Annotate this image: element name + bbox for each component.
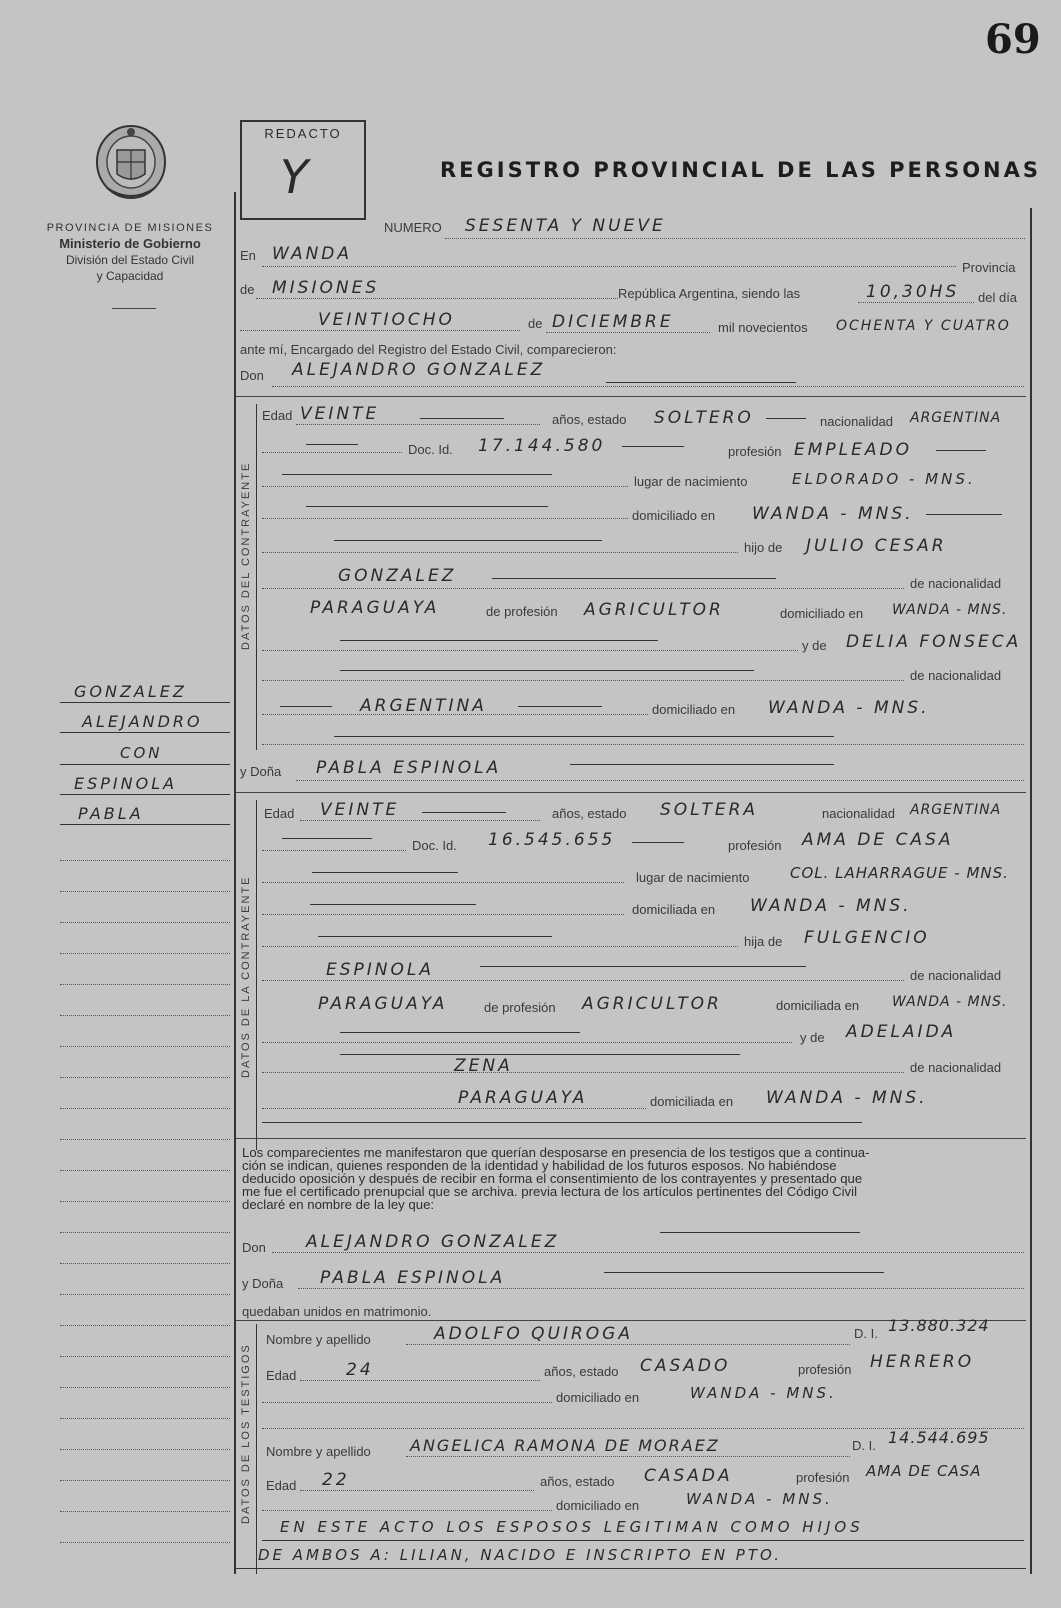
c-estado-value: SOLTERO	[654, 408, 754, 428]
margin-apellido-2: ESPINOLA	[74, 774, 178, 793]
declaration-paragraph	[242, 1146, 1022, 1211]
f-madre-nac: PARAGUAYA	[458, 1088, 588, 1108]
c-doc-label: Doc. Id.	[408, 442, 453, 457]
header-divider	[112, 308, 156, 309]
f-padre-apellido: ESPINOLA	[326, 960, 434, 980]
contrayenta-side-label: DATOS DE LA CONTRAYENTE	[240, 875, 252, 1078]
margin-ruled-line	[60, 922, 230, 923]
t1-edad-label: Edad	[266, 1368, 297, 1383]
provincia-label: Provincia	[962, 260, 1016, 275]
en-value: WANDA	[272, 244, 353, 264]
c-padre-dom-label: domiciliado en	[780, 606, 864, 621]
c-de-prof-label: de profesión	[486, 604, 558, 619]
redacto-initial: Y	[280, 150, 309, 204]
t1-di-value: 13.880.324	[888, 1316, 990, 1335]
main-left-rule	[234, 192, 236, 1574]
c-dom-value: WANDA - MNS.	[752, 504, 914, 524]
margin-ruled-line	[60, 1201, 230, 1202]
f-lugar-label: lugar de nacimiento	[636, 870, 750, 885]
margin-ruled-line	[60, 1511, 230, 1512]
decl-don-value: ALEJANDRO GONZALEZ	[306, 1232, 560, 1252]
c-hijo-label: hijo de	[744, 540, 783, 555]
c-madre-value: DELIA FONSECA	[846, 632, 1022, 652]
c-padre-dom: WANDA - MNS.	[892, 602, 1008, 618]
f-doc-label: Doc. Id.	[412, 838, 457, 853]
c-de-nac-label-2: de nacionalidad	[910, 668, 1002, 683]
f-hija-label: hija de	[744, 934, 783, 949]
decl-dona-label: y Doña	[242, 1276, 284, 1291]
margin-ruled-line	[60, 1480, 230, 1481]
dona-label: y Doña	[240, 764, 282, 779]
unidos-text: quedaban unidos en matrimonio.	[242, 1304, 432, 1319]
t1-edad-value: 24	[346, 1360, 374, 1380]
f-prof-label: profesión	[728, 838, 782, 853]
testigos-side-label: DATOS DE LOS TESTIGOS	[240, 1343, 252, 1524]
margin-ruled-line	[60, 1015, 230, 1016]
t2-dom-label: domiciliado en	[556, 1498, 640, 1513]
t1-dom-value: WANDA - MNS.	[690, 1384, 837, 1402]
margin-ruled-line	[60, 984, 230, 985]
t2-nombre-value: ANGELICA RAMONA DE MORAEZ	[410, 1436, 720, 1455]
f-madre-apellido: ZENA	[454, 1056, 513, 1076]
margin-nombre: ALEJANDRO	[82, 712, 203, 731]
declaration-line: me fue el certificado prenupcial que se archiva. previa lectura de los artículos pertinentes del Código Civil	[242, 1184, 858, 1199]
t2-di-value: 14.544.695	[888, 1428, 990, 1447]
decl-don-label: Don	[242, 1240, 266, 1255]
t1-nombre-label: Nombre y apellido	[266, 1332, 371, 1347]
c-prof-value: EMPLEADO	[794, 440, 912, 460]
margin-ruled-line	[60, 1108, 230, 1109]
t1-nombre-value: ADOLFO QUIROGA	[434, 1324, 633, 1344]
t1-prof-label: profesión	[798, 1362, 852, 1377]
c-de-nac-label: de nacionalidad	[910, 576, 1002, 591]
t1-dom-label: domiciliado en	[556, 1390, 640, 1405]
declaration-line: ción se indican, quienes responden de la identidad y habilidad de los futuros esposos. No habiéndose	[242, 1158, 837, 1173]
f-nac-label: nacionalidad	[822, 806, 896, 821]
c-madre-nac: ARGENTINA	[360, 696, 487, 716]
redacto-box	[240, 120, 366, 220]
margin-ruled-line	[60, 1356, 230, 1357]
t2-nombre-label: Nombre y apellido	[266, 1444, 371, 1459]
f-edad-label: Edad	[264, 806, 295, 821]
document-title: REGISTRO PROVINCIAL DE LAS PERSONAS	[440, 158, 1042, 182]
c-prof-label: profesión	[728, 444, 782, 459]
f-de-nac-label: de nacionalidad	[910, 968, 1002, 983]
dia-value: VEINTIOCHO	[318, 310, 455, 330]
numero-label: NUMERO	[384, 220, 442, 235]
margin-ruled-line	[60, 1232, 230, 1233]
f-dom-value: WANDA - MNS.	[750, 896, 912, 916]
c-madre-dom-label: domiciliado en	[652, 702, 736, 717]
redacto-label: REDACTO	[264, 126, 342, 141]
f-padre-dom: WANDA - MNS.	[892, 994, 1008, 1010]
f-y-de-label: y de	[800, 1030, 825, 1045]
f-nac-value: ARGENTINA	[910, 802, 1002, 818]
f-madre-dom-label: domiciliada en	[650, 1094, 734, 1109]
c-padre-nac: PARAGUAYA	[310, 598, 440, 618]
margin-ruled-line	[60, 953, 230, 954]
margin-ruled-line	[60, 1046, 230, 1047]
f-padre-prof: AGRICULTOR	[582, 994, 722, 1014]
f-estado-value: SOLTERA	[660, 800, 759, 820]
f-madre-value: ADELAIDA	[846, 1022, 957, 1042]
t1-prof-value: HERRERO	[870, 1352, 975, 1372]
don-label: Don	[240, 368, 264, 383]
c-lugar-label: lugar de nacimiento	[634, 474, 748, 489]
f-anios-label: años, estado	[552, 806, 627, 821]
f-padre-nac: PARAGUAYA	[318, 994, 448, 1014]
margin-apellido: GONZALEZ	[74, 682, 187, 701]
t2-anios-label: años, estado	[540, 1474, 615, 1489]
margin-ruled-line	[60, 1139, 230, 1140]
c-padre-apellido: GONZALEZ	[338, 566, 457, 586]
c-lugar-value: ELDORADO - MNS.	[792, 470, 976, 488]
t1-anios-label: años, estado	[544, 1364, 619, 1379]
del-dia-label: del día	[978, 290, 1018, 305]
mes-value: DICIEMBRE	[552, 312, 674, 332]
t2-dom-value: WANDA - MNS.	[686, 1490, 833, 1508]
province-label: PROVINCIA DE MISIONES	[46, 222, 214, 234]
numero-value: SESENTA Y NUEVE	[465, 216, 666, 236]
t2-di-label: D. I.	[852, 1438, 876, 1453]
contrayente-side-label: DATOS DEL CONTRAYENTE	[240, 461, 252, 650]
mil-label: mil novecientos	[718, 320, 808, 335]
declaration-line: deducido oposición y después de recibir en forma el consentimiento de los contrayentes y presentado que	[242, 1171, 863, 1186]
c-doc-value: 17.144.580	[478, 436, 606, 456]
c-y-de-label: y de	[802, 638, 827, 653]
t2-edad-value: 22	[322, 1470, 350, 1490]
margin-ruled-line	[60, 1263, 230, 1264]
margin-ruled-line	[60, 1449, 230, 1450]
f-padre-dom-label: domiciliada en	[776, 998, 860, 1013]
province-seal-icon	[92, 122, 170, 206]
f-doc-value: 16.545.655	[488, 830, 616, 850]
de2-label: de	[528, 316, 543, 331]
f-madre-dom: WANDA - MNS.	[766, 1088, 928, 1108]
margin-ruled-line	[60, 1418, 230, 1419]
main-right-rule	[1030, 208, 1032, 1574]
t2-prof-value: AMA DE CASA	[866, 1462, 982, 1480]
t2-edad-label: Edad	[266, 1478, 297, 1493]
t1-di-label: D. I.	[854, 1326, 878, 1341]
hora-value: 10,30HS	[866, 282, 960, 302]
f-de-nac-label-2: de nacionalidad	[910, 1060, 1002, 1075]
t1-estado-value: CASADO	[640, 1356, 731, 1376]
de-label: de	[240, 282, 255, 297]
capacity-label: y Capacidad	[96, 269, 164, 283]
margin-ruled-line	[60, 1542, 230, 1543]
c-padre-value: JULIO CESAR	[806, 536, 947, 556]
f-prof-value: AMA DE CASA	[802, 830, 954, 850]
anio-value: OCHENTA Y CUATRO	[836, 318, 1011, 334]
division-label: División del Estado Civil	[65, 253, 195, 267]
legitimation-note-1: EN ESTE ACTO LOS ESPOSOS LEGITIMAN COMO HIJOS	[280, 1518, 864, 1536]
ante-text: ante mí, Encargado del Registro del Estado Civil, comparecieron:	[240, 342, 617, 357]
t2-estado-value: CASADA	[644, 1466, 733, 1486]
c-nac-label: nacionalidad	[820, 414, 894, 429]
decl-dona-value: PABLA ESPINOLA	[320, 1268, 506, 1288]
legitimation-note-2: DE AMBOS A: LILIAN, NACIDO E INSCRIPTO EN PTO.	[258, 1546, 782, 1564]
margin-ruled-line	[60, 860, 230, 861]
declaration-line: Los comparecientes me manifestaron que querían desposarse en presencia de los testigos que a continua-	[242, 1145, 870, 1160]
c-padre-prof: AGRICULTOR	[584, 600, 724, 620]
don-value: ALEJANDRO GONZALEZ	[292, 360, 546, 380]
margin-ruled-line	[60, 1325, 230, 1326]
margin-ruled-line	[60, 891, 230, 892]
margin-nombre-2: PABLA	[78, 804, 144, 823]
margin-ruled-line	[60, 1294, 230, 1295]
f-de-prof-label: de profesión	[484, 1000, 556, 1015]
margin-ruled-line	[60, 1387, 230, 1388]
f-edad-value: VEINTE	[320, 800, 400, 820]
f-lugar-value: COL. LAHARRAGUE - MNS.	[790, 864, 1009, 882]
margin-ruled-line	[60, 1170, 230, 1171]
c-madre-dom: WANDA - MNS.	[768, 698, 930, 718]
margin-con: CON	[120, 744, 163, 762]
c-anios-label: años, estado	[552, 412, 627, 427]
ministry-label: Ministerio de Gobierno	[59, 236, 201, 251]
en-label: En	[240, 248, 256, 263]
margin-ruled-line	[60, 1077, 230, 1078]
republica-label: República Argentina, siendo las	[618, 286, 801, 301]
c-edad-value: VEINTE	[300, 404, 380, 424]
c-nac-value: ARGENTINA	[910, 410, 1002, 426]
declaration-line: declaré en nombre de la ley que:	[242, 1197, 435, 1212]
c-dom-label: domiciliado en	[632, 508, 716, 523]
de-value: MISIONES	[272, 278, 380, 298]
c-edad-label: Edad	[262, 408, 293, 423]
dona-value: PABLA ESPINOLA	[316, 758, 502, 778]
f-padre-value: FULGENCIO	[804, 928, 930, 948]
t2-prof-label: profesión	[796, 1470, 850, 1485]
page-number: 69	[985, 16, 1041, 63]
f-dom-label: domiciliada en	[632, 902, 716, 917]
